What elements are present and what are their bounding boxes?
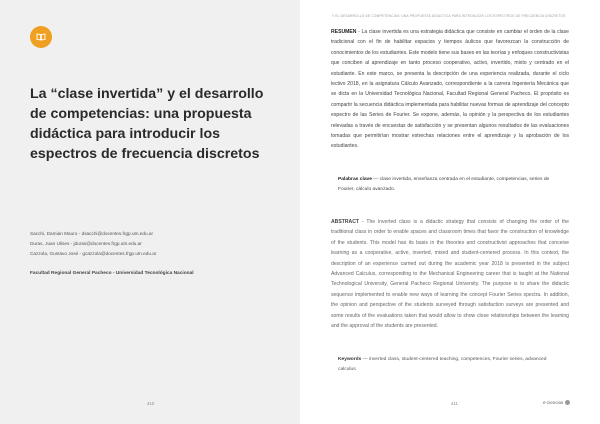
keywords-label: Keywords bbox=[338, 357, 362, 362]
palabras-clave bbox=[338, 175, 560, 195]
brand-name: e-ciencias bbox=[543, 400, 564, 405]
page-number-right: 411 bbox=[451, 401, 458, 406]
abstract-text: - The inverted class is a didactic strategy that consists of changing the order of the traditional class in order to enable spaces and classroom times that favor the construction of knowledge of the students. This model has its basis in the theories and constructivist approaches that conceive learning as a cooperative, active, inverted, mixed and student-centered process. In this context, the description of an experience carried out during the academic year 2018 is presented in the subject Advanced Calculus, corresponding to the Mechanical Engineering career that is taught at the National Technological University, General Pacheco Regional University. The purpose is to share the didactic sequence implemented to enable new ways of learning the concept Fourier Series spectra. In addition, the opinion and perspective of the students surveyed through satisfaction surveys are presented and some results of the evaluations taken that would allow to show close relationships between the learning and the approval of the students are presented. bbox=[331, 219, 569, 330]
resumen-text: - La clase invertida es una estrategia didáctica que consiste en cambiar el orden de la clase tradicional con el fin de habilitar espacios y tiempos áulicos que favorezcan la construcción de conocimientos de los estudiantes. Este modelo tiene sus bases en las teorías y enfoques constructivistas que conciben al aprendizaje en tanto proceso cooperativo, activo, invertido, mixto y centrado en el estudiante. En este marco, se presenta la descripción de una experiencia realizada, durante el ciclo lectivo 2018, en la asignatura Cálculo Avanzado, correspondiente a la carrera Ingeniería Mecánica que se dicta en la Universidad Tecnológica Nacional, Facultad Regional General Pacheco. El propósito es compartir la secuencia didáctica implementada para habilitar nuevas formas de aprendizaje del concepto espectro de las Series de Fourier. Se expone, además, la opinión y la perspectiva de los estudiantes relevadas a través de encuestas de satisfacción y se presentan algunos resultados de las evaluaciones tomadas que permitirían mostrar estrechas relaciones entre el aprendizaje y la aprobación de los estudiantes. bbox=[331, 29, 569, 150]
book-icon bbox=[36, 28, 46, 46]
abstract-label: ABSTRACT bbox=[331, 219, 360, 225]
running-header: Y EL DESARROLLO DE COMPETENCIAS: UNA PROPUESTA DIDÁCTICA PARA INTRODUCIR LOS ESPECTROS DE FRECUENCIA DISCRETOS bbox=[332, 14, 566, 18]
resumen-paragraph bbox=[331, 27, 569, 152]
chapter-badge bbox=[30, 26, 52, 48]
affiliation: Facultad Regional General Pacheco - Universidad Tecnológica Nacional bbox=[30, 271, 194, 276]
keywords-text: — inverted class, student-centered teaching, competences, Fourier series, advanced calculus. bbox=[338, 357, 547, 373]
keywords bbox=[338, 355, 560, 375]
resumen-label: RESUMEN bbox=[331, 29, 357, 35]
author-line: Cazzola, Gustavo José - gcazzola@docentes.frgp.utn.edu.ar bbox=[30, 251, 157, 256]
author-line: Sacchi, Damian Mauro - dsacchi@docentes.frgp.utn.edu.ar bbox=[30, 231, 154, 236]
palabras-text: — clase invertida, enseñanza centrada en el estudiante, competencias, series de Fourier, cálculo avanzado. bbox=[338, 177, 550, 193]
page-number-left: 410 bbox=[147, 401, 155, 406]
brand-dot-icon bbox=[565, 400, 570, 405]
author-line: Duras, Juan Ulises - jduras@docentes.frgp.utn.edu.ar bbox=[30, 241, 142, 246]
author-list bbox=[30, 229, 280, 259]
footer-brand bbox=[543, 400, 570, 405]
article-title: La “clase invertida” y el desarrollo de competencias: una propuesta didáctica para introducir los espectros de frecuencia discretos bbox=[30, 86, 264, 162]
palabras-label: Palabras clave bbox=[338, 177, 372, 182]
abstract-paragraph bbox=[331, 217, 569, 331]
